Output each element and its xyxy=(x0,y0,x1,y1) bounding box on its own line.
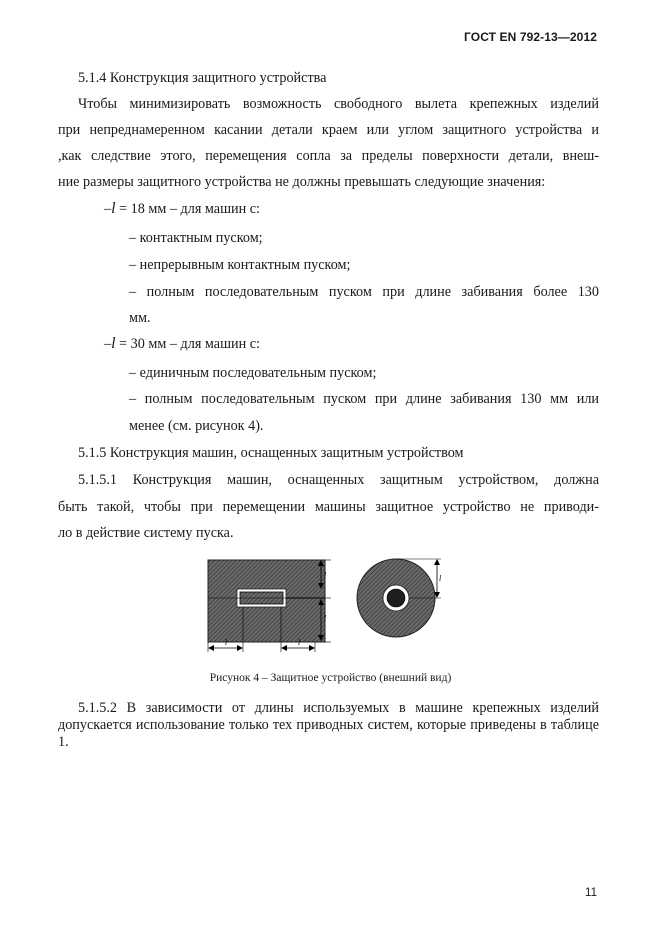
page-number: 11 xyxy=(585,887,597,899)
list1-heading xyxy=(104,196,260,222)
list1-heading-text: = 18 мм – для машин с: xyxy=(115,201,260,217)
list1-item-3: – полным последовательным пуском при длине забивания более 130 xyxy=(129,284,599,300)
plate-view xyxy=(208,560,331,652)
para-5-1-4-line-1: Чтобы минимизировать возможность свободного вылета крепежных изделий xyxy=(78,96,599,112)
list2-item-2-cont: менее (см. рисунок 4). xyxy=(129,418,264,434)
para-5-1-5-1-line-1: 5.1.5.1 Конструкция машин, оснащенных защитным устройством, должна xyxy=(78,472,599,488)
dim-label-bottom: l xyxy=(324,614,327,623)
para-5-1-5-1-line-3: ло в действие систему пуска. xyxy=(58,525,234,541)
list2-dash: – xyxy=(104,336,112,352)
figure-4-caption: Рисунок 4 – Защитное устройство (внешний вид) xyxy=(209,672,452,684)
list1-length-symbol: l xyxy=(111,200,116,217)
para-5-1-4-line-2: при непреднамеренном касании детали краем или углом защитного устройства и xyxy=(58,122,599,138)
list1-item-1: – контактным пуском; xyxy=(129,230,263,246)
dim-label-left: l xyxy=(225,638,228,647)
figure-4-protective-device xyxy=(203,555,443,660)
dim-label-top: l xyxy=(324,571,327,580)
list2-item-1: – единичным последовательным пуском; xyxy=(129,365,377,381)
document-standard-header: ГОСТ EN 792-13—2012 xyxy=(464,30,597,44)
list2-item-2: – полным последовательным пуском при длине забивания 130 мм или xyxy=(129,391,599,407)
list2-heading-text: = 30 мм – для машин с: xyxy=(115,336,260,352)
list2-heading xyxy=(104,331,260,357)
list1-item-3-cont: мм. xyxy=(129,310,151,326)
section-5-1-4-title: 5.1.4 Конструкция защитного устройства xyxy=(78,70,327,86)
para-5-1-4-line-3: ,как следствие этого, перемещения сопла за пределы поверхности детали, внеш- xyxy=(58,148,599,164)
para-5-1-4-line-4: ние размеры защитного устройства не должны превышать следующие значения: xyxy=(58,174,546,190)
list1-item-2: – непрерывным контактным пуском; xyxy=(129,257,351,273)
list1-dash: – xyxy=(104,201,112,217)
dim-label-round: l xyxy=(439,574,442,583)
round-nozzle xyxy=(387,589,405,607)
list2-length-symbol: l xyxy=(111,335,116,352)
para-5-1-5-1-line-2: быть такой, чтобы при перемещении машины защитное устройство не приводи- xyxy=(58,499,599,515)
round-plate-view xyxy=(357,559,442,637)
section-5-1-5-title: 5.1.5 Конструкция машин, оснащенных защитным устройством xyxy=(78,445,464,461)
para-5-1-5-2: 5.1.5.2 В зависимости от длины используемых в машине крепежных изделий допускается использование только тех приводных систем, которые приведены в таблице 1. xyxy=(58,700,599,750)
dim-label-right: l xyxy=(298,638,301,647)
